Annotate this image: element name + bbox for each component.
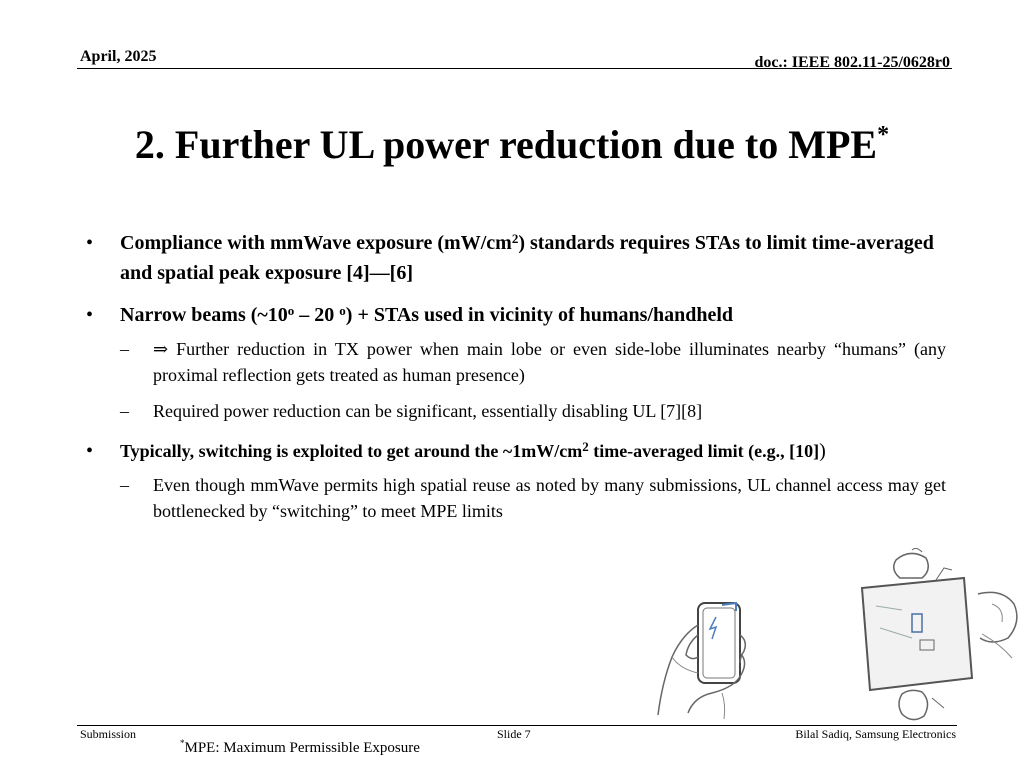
sub-bullet-item [120,472,946,524]
sub-bullet-item [120,336,946,388]
bullet-text: time-averaged limit (e.g., [10] [588,441,820,461]
slide-title-text: 2. Further UL power reduction due to MPE [134,122,878,167]
slide-body [80,228,946,536]
superscript: 2 [511,231,519,246]
sub-bullet-text: ⇒ Further reduction in TX power when main lobe or even side-lobe illuminates nearby “humans” (any proximal reflection gets treated as human presence) [153,339,946,385]
footer-slide-number: Slide 7 [497,727,531,741]
bullet-marker: • [86,232,94,254]
people-around-table-sketch [852,548,1024,723]
footnote [180,738,420,757]
bullet-text: Narrow beams (~10 [120,304,288,326]
superscript: 2 [582,439,589,454]
bullet-item-narrow-beams [80,300,946,424]
bullet-marker: • [86,440,94,462]
header-rule [77,68,952,69]
sub-bullet-marker: – [120,475,129,495]
footer-rule [77,725,957,726]
handheld-phone-sketch [652,595,752,720]
sub-bullet-text: Even though mmWave permits high spatial reuse as noted by many submissions, UL channel access may get bottlenecked by “switching” to meet MPE limits [153,475,946,521]
superscript: o [287,303,295,318]
superscript: o [339,303,346,318]
slide-title [0,108,1024,172]
bullet-text: ) [819,440,826,462]
bullet-marker: • [86,304,94,326]
sub-bullet-marker: – [120,339,129,359]
bullet-item-switching [80,436,946,524]
footnote-asterisk: * [180,738,185,748]
sub-bullet-item [120,398,946,424]
bullet-text: ) + STAs used in vicinity of humans/handheld [345,304,734,326]
sub-bullet-list [120,472,946,524]
header-date: April, 2025 [80,48,157,65]
sub-bullet-marker: – [120,401,129,421]
bullet-text: – 20 [294,304,340,326]
slide-title-asterisk: * [877,122,890,148]
footnote-text: MPE: Maximum Permissible Exposure [184,740,420,756]
bullet-list [80,228,946,524]
sub-bullet-list [120,336,946,424]
bullet-text: Compliance with mmWave exposure (mW/cm [120,232,512,254]
bullet-text: ) standards requires STAs to limit time-averaged and spatial peak exposure [4]—[6] [120,232,934,284]
bullet-text: Typically, switching is exploited to get around the ~1mW/cm [120,441,583,461]
bullet-item-mmwave-compliance [80,228,946,288]
header-doc-id: doc.: IEEE 802.11-25/0628r0 [754,54,950,71]
footer-author: Bilal Sadiq, Samsung Electronics [795,727,956,741]
footer-submission: Submission [80,727,137,741]
sub-bullet-text: Required power reduction can be significant, essentially disabling UL [7][8] [153,401,703,421]
